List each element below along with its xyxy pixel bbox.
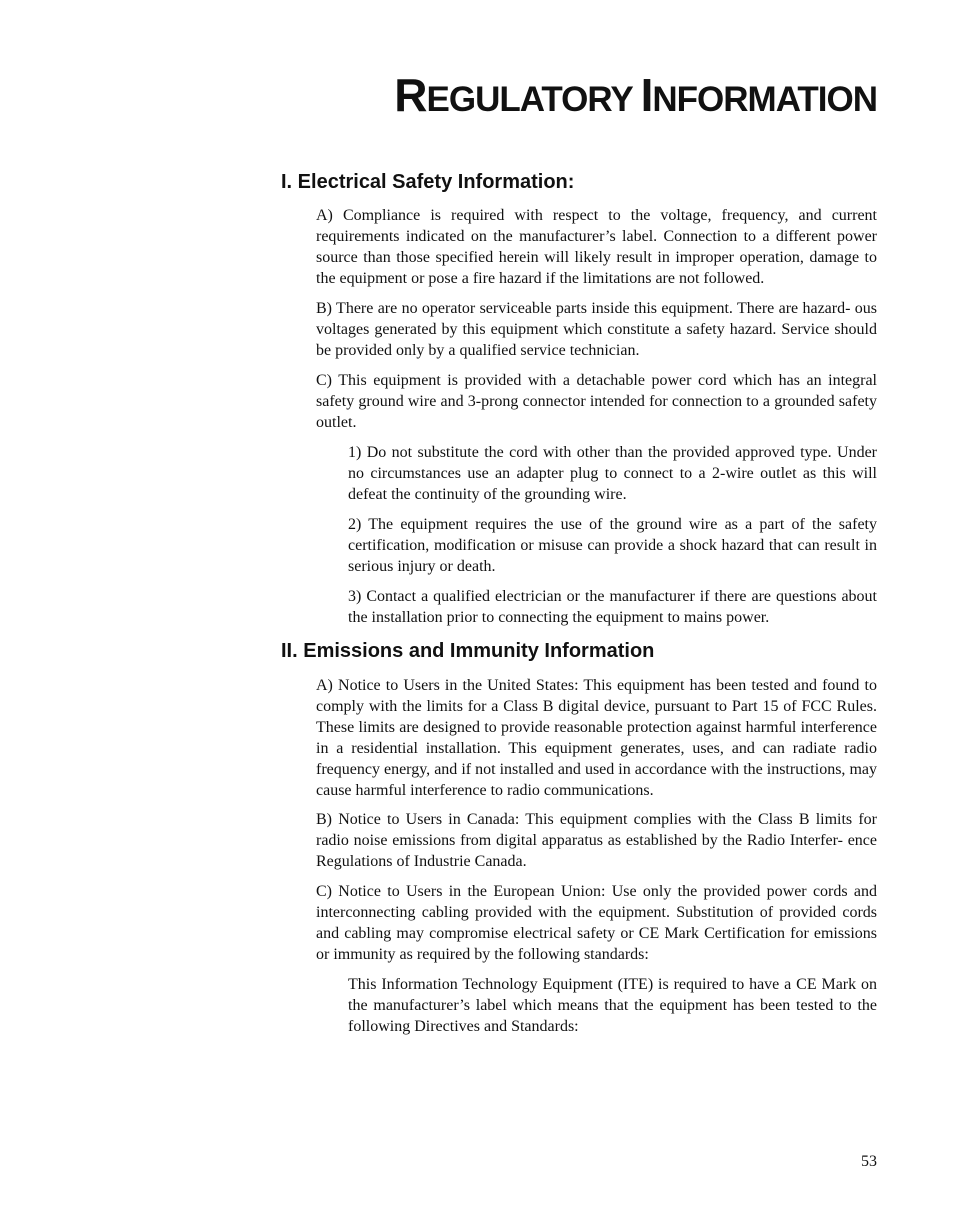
subitem-electrical-1: 1) Do not substitute the cord with other than the provided approved type. Under no circumstances use an adapter plug to connect to a 2-wire outlet as this will defeat the continuity of the grounding wire. bbox=[348, 444, 877, 503]
subitem-electrical-2: 2) The equipment requires the use of the ground wire as a part of the safety certification, modification or misuse can provide a shock hazard that can result in serious injury or death. bbox=[348, 516, 877, 575]
title-rest-information: NFORMATION bbox=[652, 80, 877, 119]
paragraph-electrical-b: B) There are no operator serviceable parts inside this equipment. There are hazard- ous voltages generated by this equipment which constitute a safety hazard. Service should be provided only by a qualified service technician. bbox=[316, 300, 877, 359]
page-number: 53 bbox=[861, 1153, 877, 1170]
section-heading-electrical-safety: I. Electrical Safety Information: bbox=[281, 171, 575, 193]
paragraph-electrical-c: C) This equipment is provided with a detachable power cord which has an integral safety ground wire and 3-prong connector intended for connection to a grounded safety outlet. bbox=[316, 372, 877, 431]
page-title bbox=[394, 69, 877, 121]
title-initial-r: R bbox=[394, 69, 427, 121]
paragraph-emissions-c: C) Notice to Users in the European Union: Use only the provided power cords and interconnecting cabling provided with the equipment. Substitution of provided cords and cabling may compromise electrical safety or CE Mark Certification for emissions or immunity as required by the following standards: bbox=[316, 883, 877, 963]
section-heading-emissions: II. Emissions and Immunity Information bbox=[281, 640, 655, 662]
title-initial-i: I bbox=[640, 69, 653, 121]
paragraph-emissions-b: B) Notice to Users in Canada: This equipment complies with the Class B limits for radio noise emissions from digital apparatus as established by the Radio Interfer- ence Regulations of Industrie Canada. bbox=[316, 811, 877, 870]
subitem-electrical-3: 3) Contact a qualified electrician or the manufacturer if there are questions about the installation prior to connecting the equipment to mains power. bbox=[348, 588, 877, 626]
paragraph-electrical-a: A) Compliance is required with respect to the voltage, frequency, and current requirements indicated on the manufacturer’s label. Connection to a different power source than those specified herein will likely result in improper operation, damage to the equipment or pose a fire hazard if the limitations are not followed. bbox=[316, 207, 877, 287]
subitem-emissions-ce-mark: This Information Technology Equipment (ITE) is required to have a CE Mark on the manufacturer’s label which means that the equipment has been tested to the following Directives and Standards: bbox=[348, 976, 877, 1035]
paragraph-emissions-a: A) Notice to Users in the United States: This equipment has been tested and found to comply with the limits for a Class B digital device, pursuant to Part 15 of FCC Rules. These limits are designed to provide reasonable protection against harmful interference in a residential installation. This equipment generates, uses, and can radiate radio frequency energy, and if not installed and used in accordance with the instructions, may cause harmful interference to radio communications. bbox=[316, 677, 877, 799]
title-rest-regulatory: EGULATORY bbox=[426, 80, 633, 119]
